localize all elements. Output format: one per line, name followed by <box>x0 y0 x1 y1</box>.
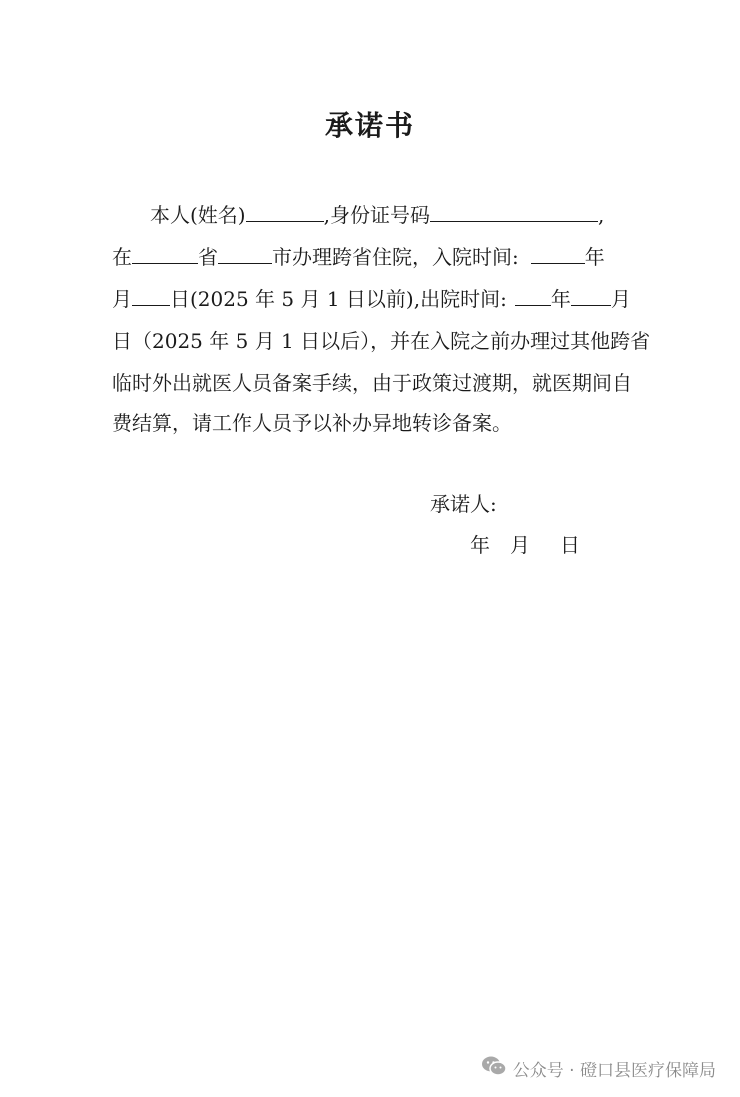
paragraph-line-6: 费结算，请工作人员予以补办异地转诊备案。 <box>112 411 512 435</box>
year-label-2: 年 <box>550 287 571 311</box>
month-label-2: 月 <box>610 287 631 311</box>
province-blank[interactable] <box>132 244 198 264</box>
year-label: 年 <box>584 245 605 269</box>
month-label: 月 <box>112 287 132 311</box>
discharge-label: 日(2025 年 5 月 1 日以前),出院时间: <box>170 287 507 311</box>
id-number-label: ,身份证号码 <box>323 203 430 227</box>
watermark <box>481 1055 716 1081</box>
city-blank[interactable] <box>218 244 272 264</box>
admission-month-blank[interactable] <box>132 286 170 306</box>
discharge-year-blank[interactable] <box>515 286 551 306</box>
signer-label: 承诺人: <box>430 492 497 516</box>
paragraph-line-2 <box>112 244 605 270</box>
province-label: 省 <box>198 245 218 269</box>
discharge-month-blank[interactable] <box>571 286 611 306</box>
signature-date <box>470 529 580 558</box>
paragraph-line-5: 临时外出就医人员备案手续，由于政策过渡期，就医期间自 <box>112 371 632 395</box>
sign-month-label: 月 <box>510 533 530 557</box>
admission-label: 市办理跨省住院，入院时间: <box>272 245 519 269</box>
admission-year-blank[interactable] <box>531 244 585 264</box>
comma-text: , <box>597 203 605 227</box>
paragraph-line-4: 日（2025 年 5 月 1 日以后），并在入院之前办理过其他跨省 <box>112 329 651 353</box>
wechat-icon <box>481 1055 507 1082</box>
name-label: 本人(姓名) <box>150 203 246 227</box>
paragraph-line-1 <box>150 202 604 228</box>
id-number-blank[interactable] <box>430 202 598 222</box>
sign-day-label: 日 <box>560 533 580 557</box>
at-text: 在 <box>112 245 132 269</box>
page-title: 承诺书 <box>324 109 415 142</box>
sign-year-label: 年 <box>470 533 490 557</box>
watermark-text: 公众号 · 磴口县医疗保障局 <box>512 1060 716 1081</box>
paragraph-line-3 <box>112 286 631 312</box>
name-blank[interactable] <box>246 202 324 222</box>
